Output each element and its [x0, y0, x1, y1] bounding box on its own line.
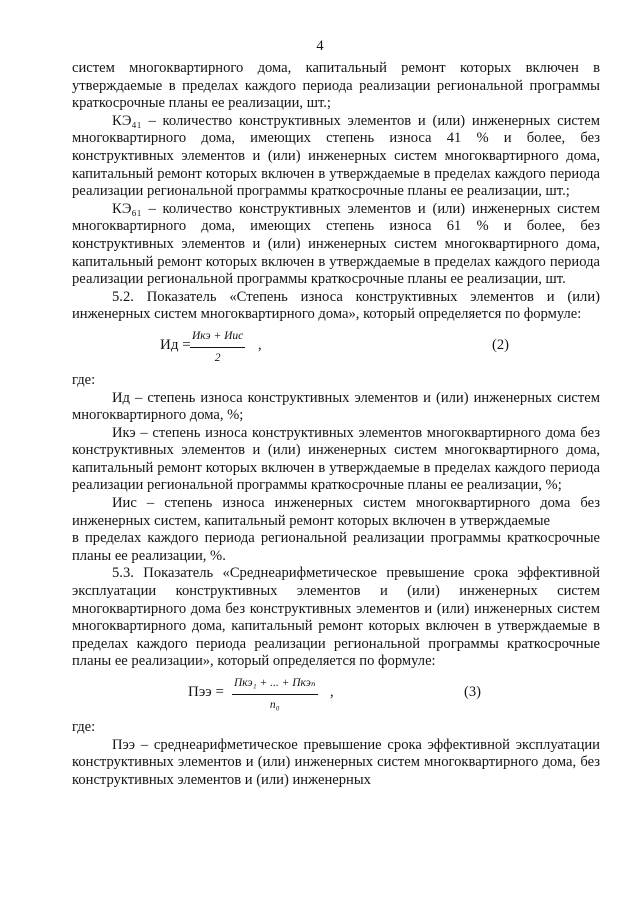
paragraph-ke61-definition: КЭ₆₁ – количество конструктивных элементов и (или) инженерных систем многоквартирного дома, имеющих степень износа 61 % и более, без конструктивных элементов и (или) инженерных систем многоквартирного дома, капитальный ремонт которых включен в утверждаемые в пределах каждого периода реализации региональной программы краткосрочные планы ее реализации, шт. [72, 200, 600, 288]
formula-2-fraction [190, 328, 245, 367]
formula-2-lhs: Ид = [160, 336, 191, 353]
where-label-1: где: [72, 371, 96, 388]
paragraph-id-definition: Ид – степень износа конструктивных элементов и (или) инженерных систем многоквартирного дома, %; [72, 389, 600, 424]
paragraph-iis-continuation: в пределах каждого периода региональной реализации программы краткосрочные планы ее реализации, %. [72, 530, 600, 564]
formula-3-lhs: Пээ = [188, 684, 224, 700]
paragraph-section-5-3: 5.3. Показатель «Среднеарифметическое превышение срока эффективной эксплуатации конструктивных элементов и (или) инженерных систем многоквартирного дома без конструктивных элементов и (или) инженерных систем многоквартирного дома, капитальный ремонт которых включен в утверждаемые в пределах каждого периода реализации региональной программы краткосрочные планы ее реализации», который определяется по формуле: [72, 565, 600, 670]
formula-2-numerator: Икэ + Иис [190, 328, 245, 348]
formula-2-number: (2) [492, 336, 510, 353]
paragraph-ke41-definition: КЭ₄₁ – количество конструктивных элементов и (или) инженерных систем многоквартирного дома, имеющих степень износа 41 % и более, без конструктивных элементов и (или) инженерных систем многоквартирного дома, капитальный ремонт которых включен в утверждаемые в пределах каждого периода реализации региональной программы краткосрочные планы ее реализации, шт.; [72, 112, 600, 200]
formula-2-denominator: 2 [214, 351, 221, 364]
formula-3 [72, 675, 600, 713]
paragraph-iis-definition: Иис – степень износа инженерных систем многоквартирного дома без инженерных систем, капитальный ремонт которых включен в утверждаемые [72, 495, 600, 529]
formula-3-denominator: n₀ [269, 698, 280, 711]
where-label-2: где: [72, 719, 96, 735]
paragraph-ike-definition: Икэ – степень износа конструктивных элементов многоквартирного дома без конструктивных элементов и (или) инженерных систем многоквартирного дома, капитальный ремонт которых включен в утверждаемые в пределах каждого периода реализации региональной программы краткосрочные планы ее реализации, %; [72, 424, 600, 494]
formula-3-numerator: Пкэ₁ + ... + Пкэₙ [232, 675, 318, 695]
formula-2-comma: , [258, 336, 262, 353]
paragraph-continuation: систем многоквартирного дома, капитальный ремонт которых включен в утверждаемые в пределах каждого периода реализации региональной программы краткосрочные планы ее реализации, шт.; [72, 60, 600, 112]
page-number: 4 [316, 38, 324, 54]
document-body [72, 60, 600, 789]
formula-2 [72, 328, 600, 366]
formula-3-number: (3) [464, 684, 482, 700]
formula-3-comma: , [330, 684, 334, 700]
formula-3-fraction [232, 675, 318, 714]
paragraph-pee-definition: Пээ – среднеарифметическое превышение срока эффективной эксплуатации конструктивных элементов и (или) инженерных систем многоквартирного дома, без конструктивных элементов и (или) инженерных [72, 736, 600, 788]
paragraph-section-5-2: 5.2. Показатель «Степень износа конструктивных элементов и (или) инженерных систем многоквартирного дома», который определяется по формуле: [72, 288, 600, 323]
